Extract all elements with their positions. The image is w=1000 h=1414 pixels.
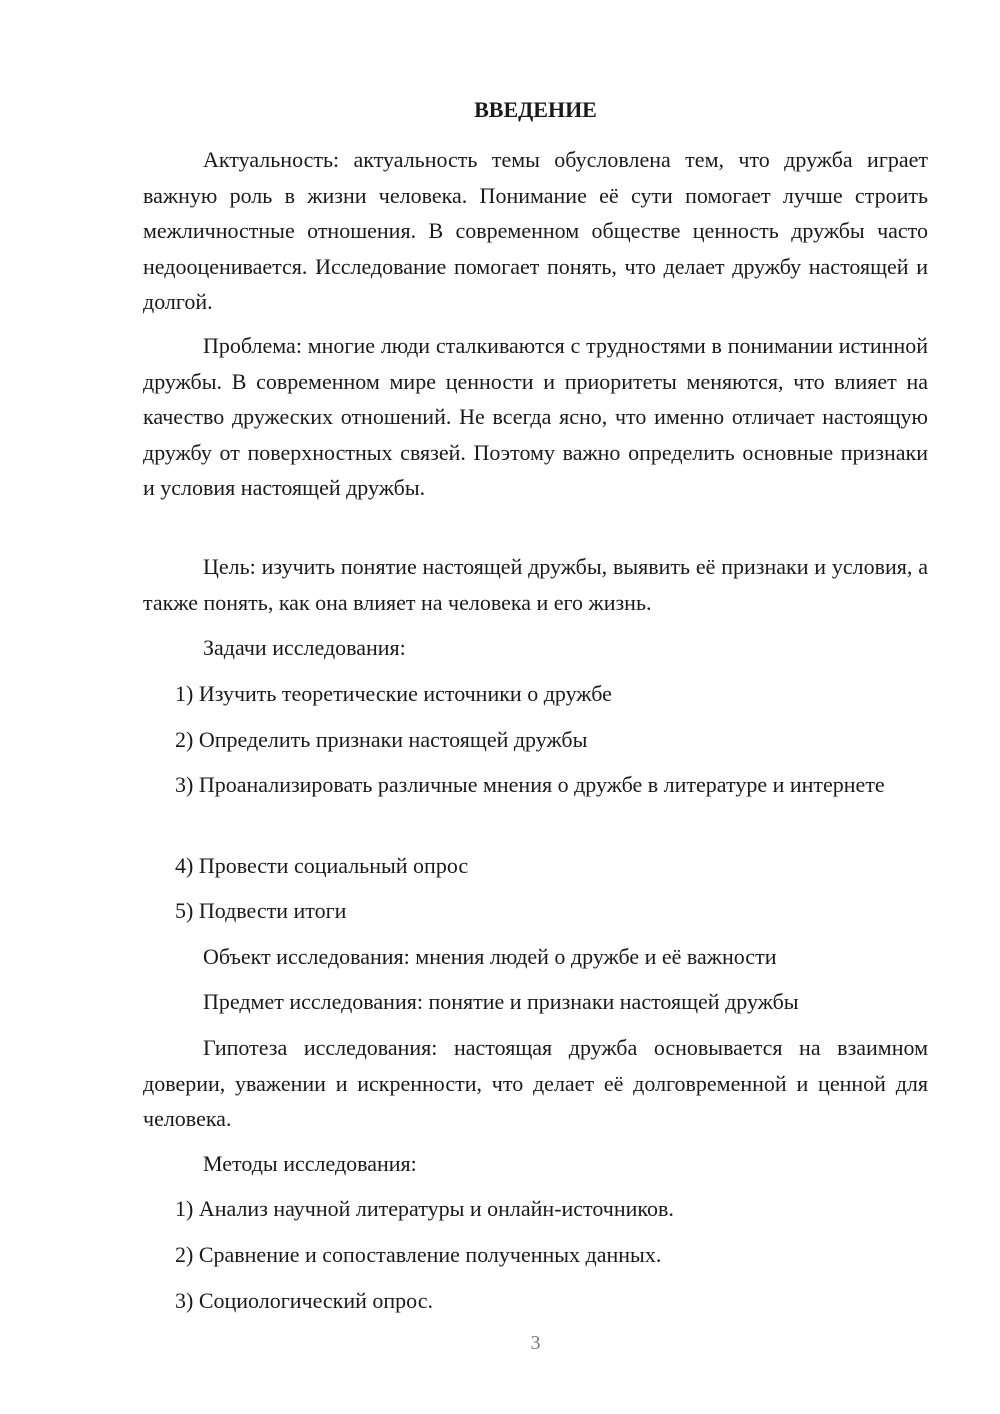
task-item: 4) Провести социальный опрос bbox=[175, 853, 469, 878]
tasks-heading: Задачи исследования: bbox=[203, 635, 406, 660]
task-item: 2) Определить признаки настоящей дружбы bbox=[175, 727, 588, 752]
subject-paragraph: Предмет исследования: понятие и признаки настоящей дружбы bbox=[203, 989, 799, 1014]
task-item: 1) Изучить теоретические источники о дружбе bbox=[175, 681, 612, 706]
methods-heading: Методы исследования: bbox=[203, 1151, 417, 1176]
document-page bbox=[143, 0, 928, 1414]
section-title: ВВЕДЕНИЕ bbox=[474, 97, 597, 122]
problem-paragraph: Проблема: многие люди сталкиваются с трудностями в понимании истинной дружбы. В современном мире ценности и приоритеты меняются, что влияет на качество дружеских отношений. Не всегда ясно, что именно отличает настоящую дружбу от поверхностных связей. Поэтому важно определить основные признаки и условия настоящей дружбы. bbox=[143, 333, 928, 500]
task-item: 5) Подвести итоги bbox=[175, 898, 347, 923]
relevance-paragraph: Актуальность: актуальность темы обусловлена тем, что дружба играет важную роль в жизни человека. Понимание её сути помогает лучше строить межличностные отношения. В современном обществе ценность дружбы часто недооценивается. Исследование помогает понять, что делает дружбу настоящей и долгой. bbox=[143, 147, 928, 314]
method-item: 3) Социологический опрос. bbox=[175, 1288, 433, 1313]
hypothesis-paragraph: Гипотеза исследования: настоящая дружба основывается на взаимном доверии, уважении и искренности, что делает её долговременной и ценной для человека. bbox=[143, 1035, 928, 1131]
method-item: 1) Анализ научной литературы и онлайн-источников. bbox=[175, 1196, 674, 1221]
page-number: 3 bbox=[530, 1332, 541, 1354]
task-item: 3) Проанализировать различные мнения о дружбе в литературе и интернете bbox=[175, 772, 885, 797]
method-item: 2) Сравнение и сопоставление полученных данных. bbox=[175, 1242, 662, 1267]
goal-paragraph: Цель: изучить понятие настоящей дружбы, выявить её признаки и условия, а также понять, как она влияет на человека и его жизнь. bbox=[143, 554, 928, 615]
object-paragraph: Объект исследования: мнения людей о дружбе и её важности bbox=[203, 944, 777, 969]
